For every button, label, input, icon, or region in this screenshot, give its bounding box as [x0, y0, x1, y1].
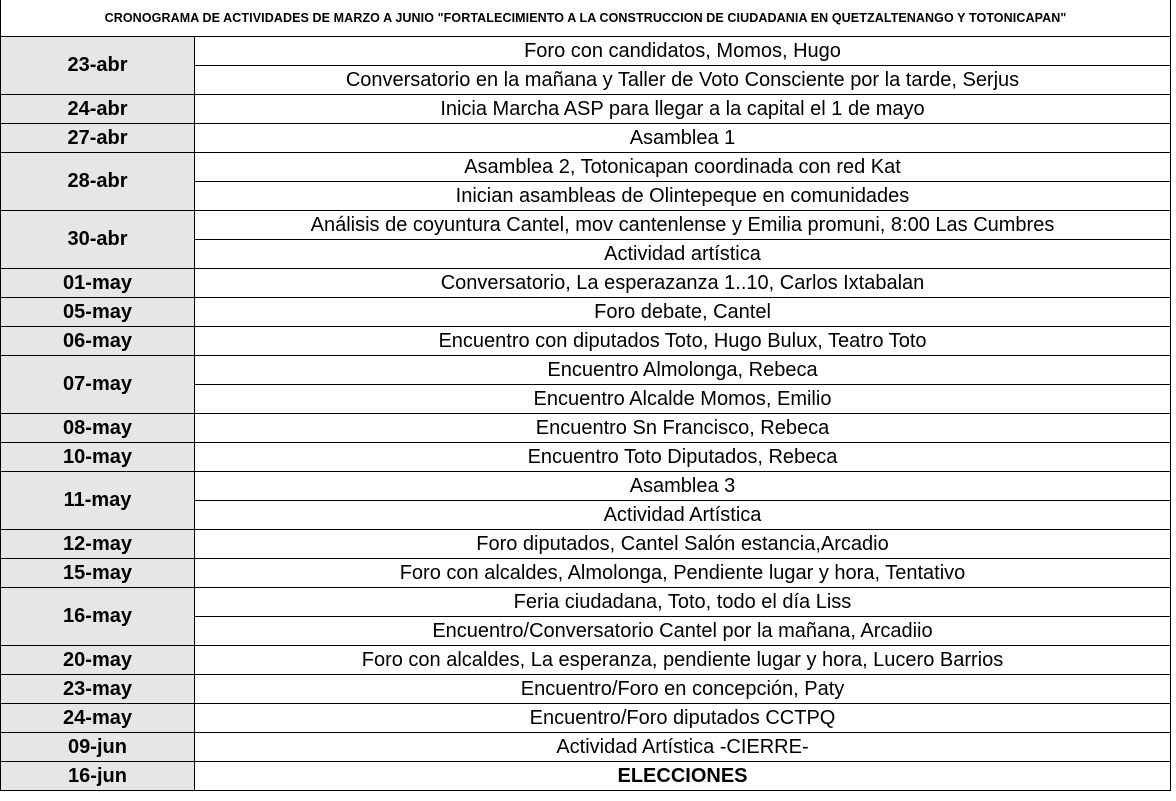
date-cell: 10-may: [1, 443, 195, 472]
date-cell: 16-may: [1, 588, 195, 646]
date-cell: 15-may: [1, 559, 195, 588]
date-cell: 24-abr: [1, 95, 195, 124]
activity-cell: Asamblea 2, Totonicapan coordinada con red Kat: [195, 153, 1171, 182]
activity-cell: Feria ciudadana, Toto, todo el día Liss: [195, 588, 1171, 617]
activity-cell: Inician asambleas de Olintepeque en comunidades: [195, 182, 1171, 211]
date-cell: 30-abr: [1, 211, 195, 269]
date-cell: 16-jun: [1, 762, 195, 791]
table-row: [1, 211, 1171, 240]
schedule-title: CRONOGRAMA DE ACTIVIDADES DE MARZO A JUNIO "FORTALECIMIENTO A LA CONSTRUCCION DE CIUDADANIA EN QUETZALTENANGO Y TOTONICAPAN": [0, 0, 1171, 36]
table-row: [1, 762, 1171, 791]
activity-cell: Encuentro Alcalde Momos, Emilio: [195, 385, 1171, 414]
table-row: [1, 95, 1171, 124]
activity-cell: Foro diputados, Cantel Salón estancia,Arcadio: [195, 530, 1171, 559]
activity-cell: Encuentro/Foro diputados CCTPQ: [195, 704, 1171, 733]
date-cell: 28-abr: [1, 153, 195, 211]
schedule-body: [1, 37, 1171, 791]
table-row: [1, 37, 1171, 66]
date-cell: 05-may: [1, 298, 195, 327]
table-row: [1, 646, 1171, 675]
activity-cell: Encuentro Almolonga, Rebeca: [195, 356, 1171, 385]
date-cell: 23-may: [1, 675, 195, 704]
activity-cell: Conversatorio en la mañana y Taller de Voto Consciente por la tarde, Serjus: [195, 66, 1171, 95]
date-cell: 24-may: [1, 704, 195, 733]
date-cell: 20-may: [1, 646, 195, 675]
date-cell: 08-may: [1, 414, 195, 443]
table-row: [1, 356, 1171, 385]
table-row: [1, 704, 1171, 733]
table-row: [1, 733, 1171, 762]
table-row: [1, 124, 1171, 153]
activity-cell: Asamblea 1: [195, 124, 1171, 153]
activity-cell: Encuentro con diputados Toto, Hugo Bulux, Teatro Toto: [195, 327, 1171, 356]
activity-cell: Encuentro Sn Francisco, Rebeca: [195, 414, 1171, 443]
activity-cell: Encuentro/Conversatorio Cantel por la mañana, Arcadiio: [195, 617, 1171, 646]
activity-cell: Actividad artística: [195, 240, 1171, 269]
date-cell: 23-abr: [1, 37, 195, 95]
date-cell: 06-may: [1, 327, 195, 356]
activity-cell: Análisis de coyuntura Cantel, mov cantenlense y Emilia promuni, 8:00 Las Cumbres: [195, 211, 1171, 240]
activity-cell: ELECCIONES: [195, 762, 1171, 791]
activity-cell: Actividad Artística: [195, 501, 1171, 530]
activity-cell: Conversatorio, La esperazanza 1..10, Carlos Ixtabalan: [195, 269, 1171, 298]
date-cell: 07-may: [1, 356, 195, 414]
activity-cell: Inicia Marcha ASP para llegar a la capital el 1 de mayo: [195, 95, 1171, 124]
activity-cell: Foro debate, Cantel: [195, 298, 1171, 327]
date-cell: 09-jun: [1, 733, 195, 762]
table-row: [1, 559, 1171, 588]
date-cell: 11-may: [1, 472, 195, 530]
table-row: [1, 472, 1171, 501]
table-row: [1, 327, 1171, 356]
date-cell: 12-may: [1, 530, 195, 559]
activity-cell: Actividad Artística -CIERRE-: [195, 733, 1171, 762]
table-row: [1, 530, 1171, 559]
table-row: [1, 414, 1171, 443]
activity-cell: Encuentro Toto Diputados, Rebeca: [195, 443, 1171, 472]
table-row: [1, 443, 1171, 472]
table-row: [1, 153, 1171, 182]
activity-cell: Asamblea 3: [195, 472, 1171, 501]
table-row: [1, 588, 1171, 617]
date-cell: 27-abr: [1, 124, 195, 153]
date-cell: 01-may: [1, 269, 195, 298]
table-row: [1, 298, 1171, 327]
activity-cell: Foro con alcaldes, Almolonga, Pendiente lugar y hora, Tentativo: [195, 559, 1171, 588]
schedule-table: [0, 36, 1171, 791]
table-row: [1, 675, 1171, 704]
table-row: [1, 269, 1171, 298]
activity-cell: Foro con alcaldes, La esperanza, pendiente lugar y hora, Lucero Barrios: [195, 646, 1171, 675]
activity-cell: Encuentro/Foro en concepción, Paty: [195, 675, 1171, 704]
activity-cell: Foro con candidatos, Momos, Hugo: [195, 37, 1171, 66]
